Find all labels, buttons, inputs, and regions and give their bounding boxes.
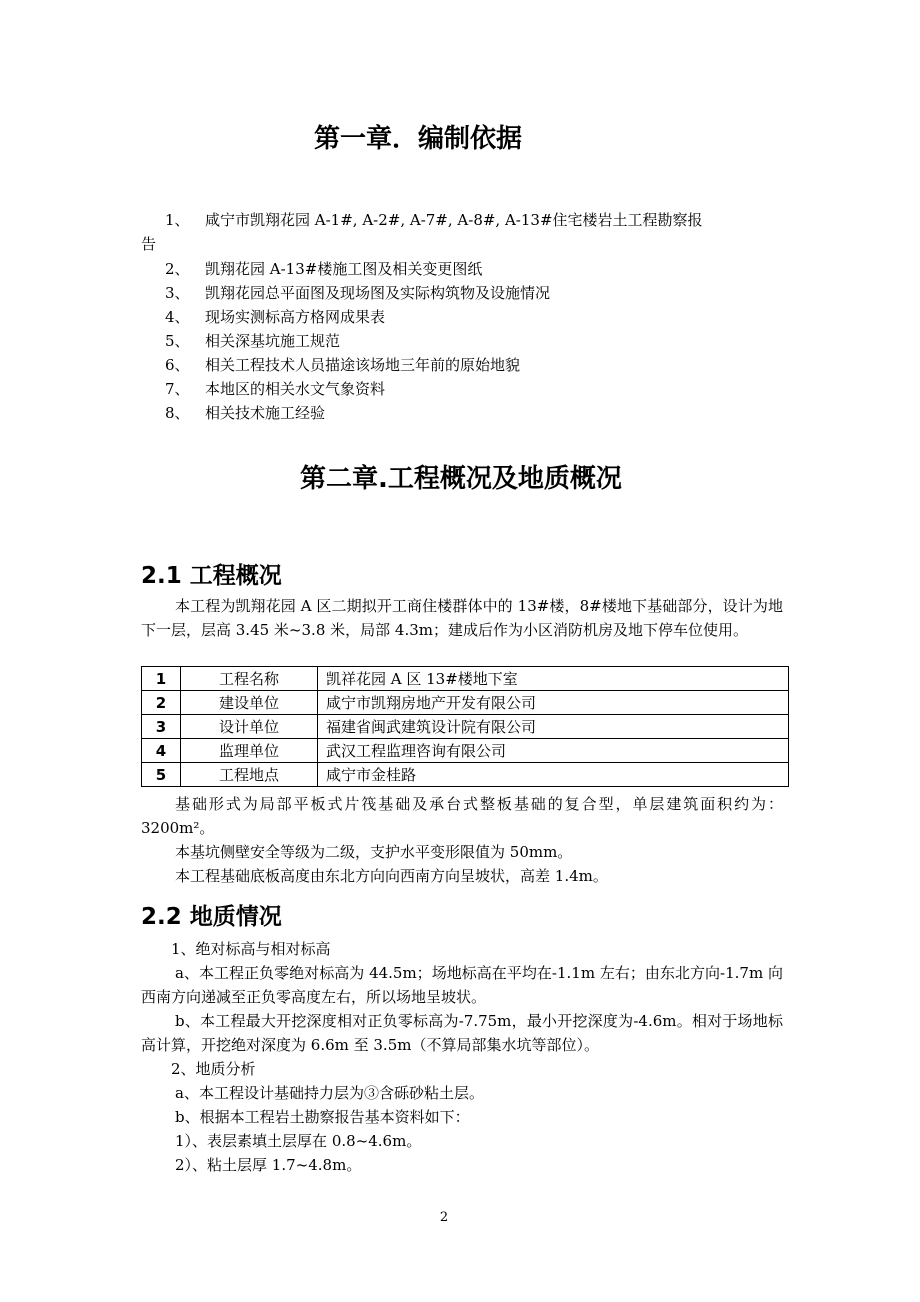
geology-heading: 2、地质分析 (171, 1060, 256, 1078)
basis-item-3-text: 凯翔花园总平面图及现场图及实际构筑物及设施情况 (205, 284, 551, 302)
basis-item-6-text: 相关工程技术人员描途该场地三年前的原始地貌 (205, 356, 521, 374)
basis-item-7-text: 本地区的相关水文气象资料 (205, 380, 386, 398)
table-cell-value: 咸宁市凯翔房地产开发有限公司 (318, 691, 789, 715)
table-cell-value: 武汉工程监理咨询有限公司 (318, 739, 789, 763)
slab-slope-paragraph: 本工程基础底板高度由东北方向向西南方向呈坡状，高差 1.4m。 (175, 867, 608, 885)
table-cell-no: 3 (142, 715, 181, 739)
table-row (142, 715, 789, 739)
basis-item-3-num: 3、 (165, 284, 190, 302)
table-cell-label: 工程名称 (181, 667, 318, 691)
table-cell-no: 4 (142, 739, 181, 763)
project-info-table (141, 666, 789, 787)
elevation-paragraph-b: b、本工程最大开挖深度相对正负零标高为-7.75m，最小开挖深度为-4.6m。相对于场地标高计算，开挖绝对深度为 6.6m 至 3.5m（不算局部集水坑等部位）。 (141, 1012, 783, 1054)
section-2-1-title: 2.1 工程概况 (141, 563, 282, 589)
geology-paragraph-a: a、本工程设计基础持力层为③含砾砂粘土层。 (175, 1084, 484, 1102)
basis-item-7-num: 7、 (165, 380, 190, 398)
section-2-2-title: 2.2 地质情况 (141, 904, 282, 930)
basis-item-6-num: 6、 (165, 356, 190, 374)
table-cell-label: 监理单位 (181, 739, 318, 763)
geology-paragraph-b: b、根据本工程岩土勘察报告基本资料如下： (175, 1108, 470, 1126)
basis-item-1-cont: 告 (141, 235, 157, 253)
basis-item-4-text: 现场实测标高方格网成果表 (205, 308, 386, 326)
table-cell-label: 工程地点 (181, 763, 318, 787)
foundation-type-paragraph: 基础形式为局部平板式片筏基础及承台式整板基础的复合型，单层建筑面积约为：3200m²。 (141, 795, 783, 837)
table-cell-no: 2 (142, 691, 181, 715)
table-cell-value: 凯祥花园 A 区 13#楼地下室 (318, 667, 789, 691)
elevation-heading: 1、绝对标高与相对标高 (171, 940, 331, 958)
table-cell-label: 建设单位 (181, 691, 318, 715)
table-row (142, 667, 789, 691)
chapter1-title: 第一章．编制依据 (313, 124, 522, 154)
table-cell-no: 1 (142, 667, 181, 691)
basis-item-5-num: 5、 (165, 332, 190, 350)
basis-item-4-num: 4、 (165, 308, 190, 326)
elevation-paragraph-a: a、本工程正负零绝对标高为 44.5m；场地标高在平均在-1.1m 左右；由东北方向-1.7m 向西南方向递减至正负零高度左右，所以场地呈坡状。 (141, 964, 783, 1006)
pit-safety-paragraph: 本基坑侧壁安全等级为二级，支护水平变形限值为 50mm。 (175, 843, 573, 861)
basis-item-2-text: 凯翔花园 A-13#楼施工图及相关变更图纸 (205, 260, 483, 278)
basis-item-8-text: 相关技术施工经验 (205, 404, 326, 422)
basis-item-2-num: 2、 (165, 260, 190, 278)
table-row (142, 739, 789, 763)
chapter2-title: 第二章.工程概况及地质概况 (300, 464, 622, 494)
soil-layer-item-1: 1）、表层素填土层厚在 0.8~4.6m。 (175, 1132, 422, 1150)
table-cell-value: 咸宁市金桂路 (318, 763, 789, 787)
table-row (142, 763, 789, 787)
page-number: 2 (439, 1210, 449, 1225)
table-cell-no: 5 (142, 763, 181, 787)
table-row (142, 691, 789, 715)
basis-item-1-num: 1、 (165, 211, 190, 229)
table-cell-value: 福建省闽武建筑设计院有限公司 (318, 715, 789, 739)
basis-item-1-text: 咸宁市凯翔花园 A-1#, A-2#, A-7#, A-8#, A-13#住宅楼岩土工程勘察报 (205, 211, 703, 229)
basis-item-5-text: 相关深基坑施工规范 (205, 332, 341, 350)
soil-layer-item-2: 2）、粘土层厚 1.7~4.8m。 (175, 1156, 362, 1174)
overview-intro-paragraph: 本工程为凯翔花园 A 区二期拟开工商住楼群体中的 13#楼，8#楼地下基础部分，设计为地下一层，层高 3.45 米~3.8 米，局部 4.3m；建成后作为小区消防机房及地下停车位使用。 (141, 597, 783, 639)
table-cell-label: 设计单位 (181, 715, 318, 739)
basis-item-8-num: 8、 (165, 404, 190, 422)
